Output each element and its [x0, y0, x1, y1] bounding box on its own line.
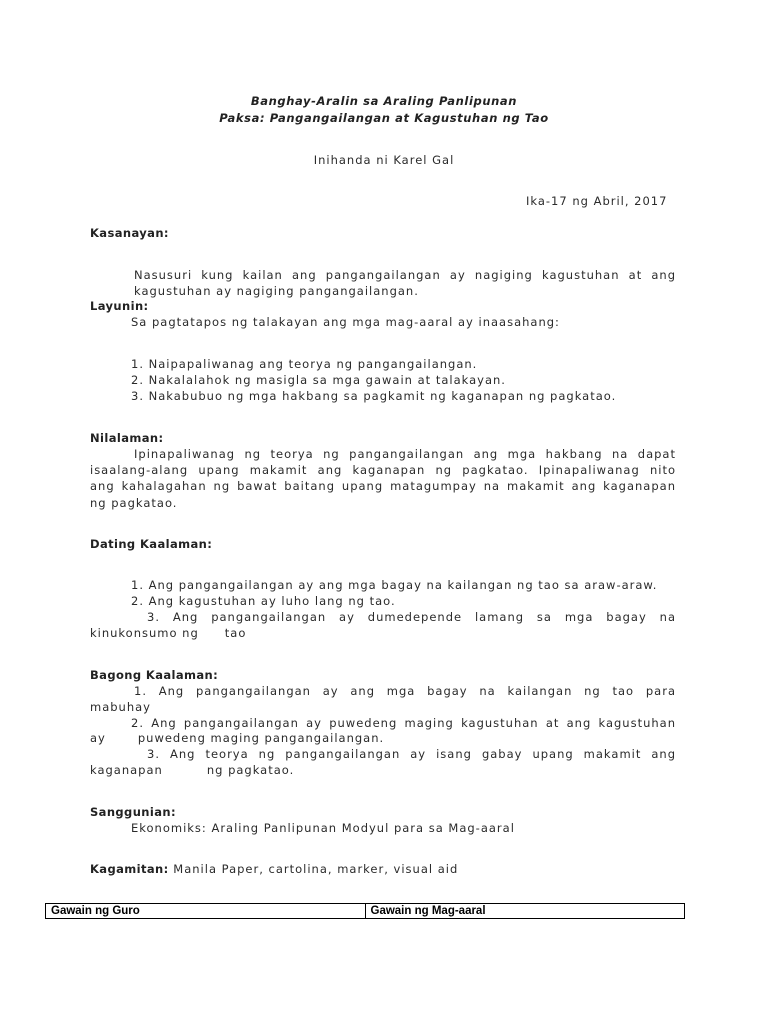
document-title: Banghay-Aralin sa Araling Panlipunan — [250, 94, 518, 108]
nilalaman-line-4: ng pagkatao. — [90, 496, 178, 510]
bagong-kaalaman-heading: Bagong Kaalaman: — [90, 668, 219, 682]
bagong-item-2: 2. Ang pangangailangan ay puwedeng maging kagustuhan at ang kagustuhan — [131, 716, 676, 730]
nilalaman-line-3: ang kahalagahan ng bawat baitang upang matagumpay na makamit ang kaganapan — [90, 479, 676, 493]
bagong-item-3-cont-a: kaganapan — [90, 763, 163, 777]
sanggunian-text: Ekonomiks: Araling Panlipunan Modyul para sa Mag-aaral — [131, 821, 515, 835]
bagong-item-1-cont: mabuhay — [90, 700, 151, 714]
kagamitan-heading: Kagamitan: — [90, 862, 169, 876]
nilalaman-heading: Nilalaman: — [90, 431, 164, 445]
bagong-item-2-cont-a: ay — [90, 731, 106, 745]
layunin-intro: Sa pagtatapos ng talakayan ang mga mag-aaral ay inaasahang: — [131, 315, 560, 329]
kagamitan-line — [90, 862, 458, 876]
dating-item-1: 1. Ang pangangailangan ay ang mga bagay na kailangan ng tao sa araw-araw. — [131, 578, 658, 592]
layunin-heading: Layunin: — [90, 299, 149, 313]
layunin-item-3: 3. Nakabubuo ng mga hakbang sa pagkamit ng kaganapan ng pagkatao. — [131, 389, 617, 403]
table-header-guro: Gawain ng Guro — [46, 904, 366, 919]
dating-item-3-cont-b: tao — [224, 626, 247, 640]
bagong-item-3-cont-b: ng pagkatao. — [206, 763, 295, 777]
layunin-item-1: 1. Naipapaliwanag ang teorya ng pangangailangan. — [131, 357, 478, 371]
kasanayan-line-1: Nasusuri kung kailan ang pangangailangan ay nagiging kagustuhan at ang — [134, 268, 676, 282]
sanggunian-heading: Sanggunian: — [90, 805, 176, 819]
dating-item-3-cont — [90, 626, 246, 640]
dating-item-2: 2. Ang kagustuhan ay luho lang ng tao. — [131, 594, 396, 608]
table-header-row — [46, 904, 685, 919]
layunin-item-2: 2. Nakalalahok ng masigla sa mga gawain at talakayan. — [131, 373, 506, 387]
bagong-item-3: 3. Ang teorya ng pangangailangan ay isang gabay upang makamit ang — [147, 747, 676, 761]
nilalaman-line-1: Ipinapaliwanag ng teorya ng pangangailangan ang mga hakbang na dapat — [134, 447, 676, 461]
table-header-mag-aaral: Gawain ng Mag-aaral — [365, 904, 685, 919]
bagong-item-2-cont-b: puwedeng maging pangangailangan. — [137, 731, 385, 745]
dating-item-3-cont-a: kinukonsumo ng — [90, 626, 199, 640]
nilalaman-line-2: isaalang-alang upang makamit ang kaganapan ng pagkatao. Ipinapaliwanag nito — [90, 463, 676, 477]
author-line: Inihanda ni Karel Gal — [313, 153, 455, 167]
gawain-table — [45, 903, 685, 919]
dating-kaalaman-heading: Dating Kaalaman: — [90, 537, 213, 551]
bagong-item-2-cont — [90, 731, 384, 745]
kasanayan-line-2: kagustuhan ay nagiging pangangailangan. — [134, 284, 419, 298]
lesson-topic: Paksa: Pangangailangan at Kagustuhan ng Tao — [219, 111, 549, 125]
bagong-item-1: 1. Ang pangangailangan ay ang mga bagay na kailangan ng tao para — [134, 684, 676, 698]
date-line: Ika-17 ng Abril, 2017 — [526, 194, 668, 208]
bagong-item-3-cont — [90, 763, 294, 777]
kasanayan-heading: Kasanayan: — [90, 226, 169, 240]
kagamitan-text: Manila Paper, cartolina, marker, visual aid — [173, 862, 459, 876]
dating-item-3: 3. Ang pangangailangan ay dumedepende lamang sa mga bagay na — [147, 610, 676, 624]
